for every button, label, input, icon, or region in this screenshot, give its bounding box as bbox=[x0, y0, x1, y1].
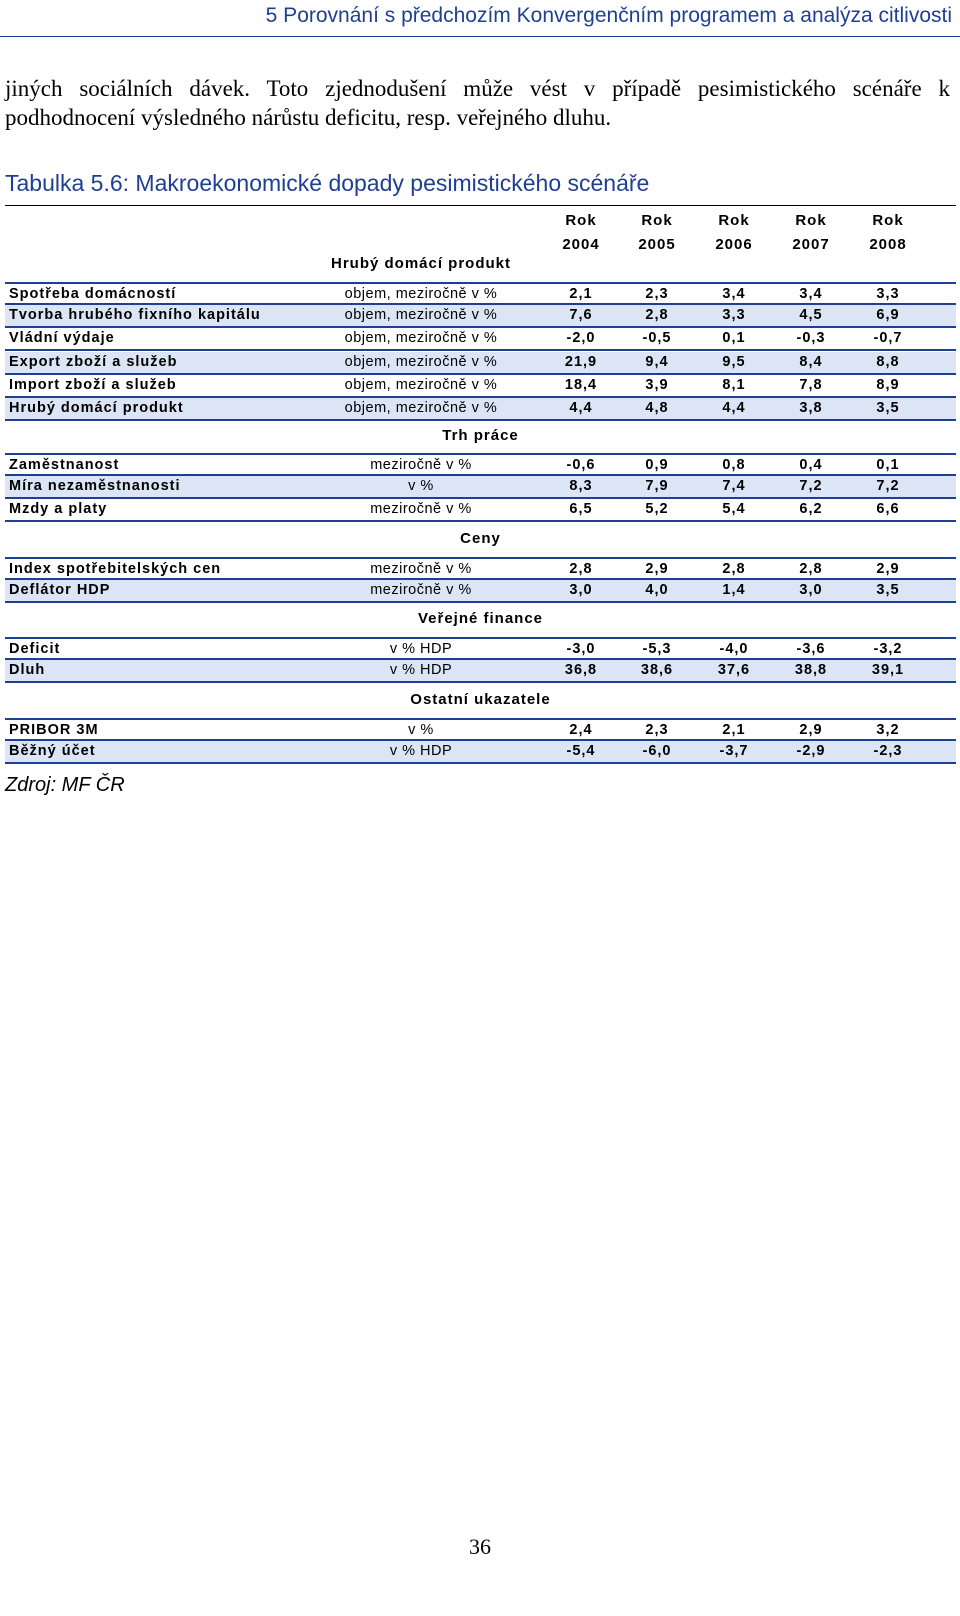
year-column-header bbox=[622, 209, 692, 257]
row-value: -2,3 bbox=[873, 743, 903, 760]
row-value: 7,4 bbox=[722, 478, 746, 495]
table-row bbox=[5, 398, 956, 421]
row-label: Běžný účet bbox=[9, 743, 96, 760]
row-label: Míra nezaměstnanosti bbox=[9, 478, 181, 495]
row-value: 1,4 bbox=[722, 582, 746, 599]
page-number: 36 bbox=[469, 1534, 491, 1559]
row-unit: v % HDP bbox=[389, 641, 453, 657]
row-value: 2,1 bbox=[569, 286, 593, 302]
row-value: 3,4 bbox=[722, 286, 746, 302]
row-value: 7,2 bbox=[876, 478, 900, 495]
row-value: 2,9 bbox=[799, 722, 823, 738]
year-value: 2004 bbox=[562, 236, 600, 253]
row-value: -0,7 bbox=[873, 330, 903, 347]
year-value: 2007 bbox=[792, 236, 830, 253]
year-prefix: Rok bbox=[641, 212, 673, 229]
row-value: 3,5 bbox=[876, 400, 900, 416]
row-label: Vládní výdaje bbox=[9, 330, 115, 347]
row-value: 2,4 bbox=[569, 722, 593, 738]
row-unit: objem, meziročně v % bbox=[344, 376, 498, 393]
row-unit: objem, meziročně v % bbox=[344, 286, 498, 302]
row-value: 9,4 bbox=[645, 353, 669, 370]
row-value: 0,4 bbox=[799, 457, 823, 473]
year-value: 2005 bbox=[638, 236, 676, 253]
year-prefix: Rok bbox=[718, 212, 750, 229]
table-row bbox=[5, 741, 956, 764]
row-value: 3,4 bbox=[799, 286, 823, 302]
row-value: 4,4 bbox=[569, 400, 593, 416]
row-value: 18,4 bbox=[564, 376, 598, 393]
row-value: 3,0 bbox=[799, 582, 823, 599]
row-value: 4,5 bbox=[799, 307, 823, 324]
row-label: Tvorba hrubého fixního kapitálu bbox=[9, 307, 261, 324]
year-column-header bbox=[546, 209, 616, 257]
year-column-header bbox=[699, 209, 769, 257]
row-value: 8,9 bbox=[876, 376, 900, 393]
row-value: 3,0 bbox=[569, 582, 593, 599]
row-unit: v % bbox=[408, 478, 434, 495]
row-value: 6,5 bbox=[569, 501, 593, 518]
table-row bbox=[5, 557, 956, 580]
row-value: -6,0 bbox=[642, 743, 672, 760]
row-value: -0,5 bbox=[642, 330, 672, 347]
row-unit: meziročně v % bbox=[370, 457, 472, 473]
year-value: 2008 bbox=[869, 236, 907, 253]
row-label: Deflátor HDP bbox=[9, 582, 111, 599]
row-unit: objem, meziročně v % bbox=[344, 353, 498, 370]
row-value: 7,8 bbox=[799, 376, 823, 393]
row-value: 7,6 bbox=[569, 307, 593, 324]
row-value: 38,6 bbox=[640, 662, 674, 679]
row-unit: v % bbox=[408, 722, 434, 738]
table-row bbox=[5, 499, 956, 522]
row-value: 5,4 bbox=[722, 501, 746, 518]
year-prefix: Rok bbox=[872, 212, 904, 229]
row-value: -3,6 bbox=[796, 641, 826, 657]
row-value: 4,8 bbox=[645, 400, 669, 416]
row-value: 6,6 bbox=[876, 501, 900, 518]
row-value: 3,2 bbox=[876, 722, 900, 738]
row-label: Import zboží a služeb bbox=[9, 376, 177, 393]
row-unit: v % HDP bbox=[389, 743, 453, 760]
table-row bbox=[5, 637, 956, 660]
row-label: Deficit bbox=[9, 641, 61, 657]
row-value: 3,9 bbox=[645, 376, 669, 393]
row-value: 36,8 bbox=[564, 662, 598, 679]
row-value: 9,5 bbox=[722, 353, 746, 370]
year-column-header bbox=[853, 209, 923, 257]
row-value: 2,9 bbox=[876, 561, 900, 577]
row-value: 3,5 bbox=[876, 582, 900, 599]
section-title: Veřejné finance bbox=[417, 610, 544, 627]
section-title: Ostatní ukazatele bbox=[410, 691, 551, 708]
row-label: Zaměstnanost bbox=[9, 457, 120, 473]
row-value: 0,8 bbox=[722, 457, 746, 473]
row-value: -5,4 bbox=[566, 743, 596, 760]
row-value: 2,8 bbox=[645, 307, 669, 324]
row-value: 7,2 bbox=[799, 478, 823, 495]
row-value: -2,9 bbox=[796, 743, 826, 760]
row-value: -2,0 bbox=[566, 330, 596, 347]
row-value: 8,4 bbox=[799, 353, 823, 370]
row-value: 8,1 bbox=[722, 376, 746, 393]
row-label: PRIBOR 3M bbox=[9, 722, 99, 738]
table-row bbox=[5, 476, 956, 499]
row-value: 6,9 bbox=[876, 307, 900, 324]
row-unit: meziročně v % bbox=[370, 561, 472, 577]
row-unit: objem, meziročně v % bbox=[344, 400, 498, 416]
row-value: -4,0 bbox=[719, 641, 749, 657]
row-label: Spotřeba domácností bbox=[9, 286, 177, 302]
table-row bbox=[5, 718, 956, 741]
row-value: 38,8 bbox=[794, 662, 828, 679]
row-value: -5,3 bbox=[642, 641, 672, 657]
row-value: 8,3 bbox=[569, 478, 593, 495]
row-value: 37,6 bbox=[717, 662, 751, 679]
row-value: -3,0 bbox=[566, 641, 596, 657]
row-value: 3,8 bbox=[799, 400, 823, 416]
row-value: 2,8 bbox=[799, 561, 823, 577]
section-title: Ceny bbox=[460, 530, 501, 547]
row-value: 6,2 bbox=[799, 501, 823, 518]
row-label: Index spotřebitelských cen bbox=[9, 561, 222, 577]
section-title: Trh práce bbox=[442, 427, 519, 444]
row-value: 3,3 bbox=[876, 286, 900, 302]
row-value: 8,8 bbox=[876, 353, 900, 370]
table-row bbox=[5, 305, 956, 328]
row-value: 4,4 bbox=[722, 400, 746, 416]
row-unit: meziročně v % bbox=[370, 582, 472, 599]
year-column-header bbox=[776, 209, 846, 257]
table-title: Tabulka 5.6: Makroekonomické dopady pesimistického scénáře bbox=[5, 170, 650, 196]
row-value: 0,1 bbox=[722, 330, 746, 347]
running-header: 5 Porovnání s předchozím Konvergenčním programem a analýza citlivosti bbox=[265, 4, 952, 27]
row-unit: objem, meziročně v % bbox=[344, 307, 498, 324]
row-value: 0,1 bbox=[876, 457, 900, 473]
row-value: 7,9 bbox=[645, 478, 669, 495]
row-label: Mzdy a platy bbox=[9, 501, 108, 518]
row-value: 3,3 bbox=[722, 307, 746, 324]
row-value: 21,9 bbox=[564, 353, 598, 370]
row-label: Export zboží a služeb bbox=[9, 353, 178, 370]
row-value: -3,7 bbox=[719, 743, 749, 760]
row-value: 2,3 bbox=[645, 286, 669, 302]
table-row bbox=[5, 580, 956, 603]
row-value: 4,0 bbox=[645, 582, 669, 599]
table-row bbox=[5, 282, 956, 305]
table-row bbox=[5, 453, 956, 476]
row-value: 2,8 bbox=[569, 561, 593, 577]
row-unit: v % HDP bbox=[389, 662, 453, 679]
header-rule bbox=[0, 36, 960, 37]
row-unit: objem, meziročně v % bbox=[344, 330, 498, 347]
row-unit: meziročně v % bbox=[370, 501, 472, 518]
table-row bbox=[5, 328, 956, 351]
table-row bbox=[5, 660, 956, 683]
table-row bbox=[5, 375, 956, 398]
row-value: -3,2 bbox=[873, 641, 903, 657]
row-label: Hrubý domácí produkt bbox=[9, 400, 184, 416]
table-top-rule bbox=[5, 205, 956, 206]
row-value: 5,2 bbox=[645, 501, 669, 518]
row-value: 2,9 bbox=[645, 561, 669, 577]
year-prefix: Rok bbox=[795, 212, 827, 229]
row-value: 2,1 bbox=[722, 722, 746, 738]
row-value: 2,3 bbox=[645, 722, 669, 738]
row-value: 39,1 bbox=[871, 662, 905, 679]
row-value: 2,8 bbox=[722, 561, 746, 577]
table-row bbox=[5, 352, 956, 375]
row-value: -0,3 bbox=[796, 330, 826, 347]
table-source: Zdroj: MF ČR bbox=[5, 774, 125, 796]
row-value: -0,6 bbox=[566, 457, 596, 473]
row-value: 0,9 bbox=[645, 457, 669, 473]
row-label: Dluh bbox=[9, 662, 46, 679]
section-title: Hrubý domácí produkt bbox=[330, 255, 511, 272]
body-paragraph: jiných sociálních dávek. Toto zjednodušení může vést v případě pesimistického scénáře k podhodnocení výsledného nárůstu deficitu, resp. veřejného dluhu. bbox=[5, 76, 950, 130]
year-value: 2006 bbox=[715, 236, 753, 253]
year-prefix: Rok bbox=[565, 212, 597, 229]
